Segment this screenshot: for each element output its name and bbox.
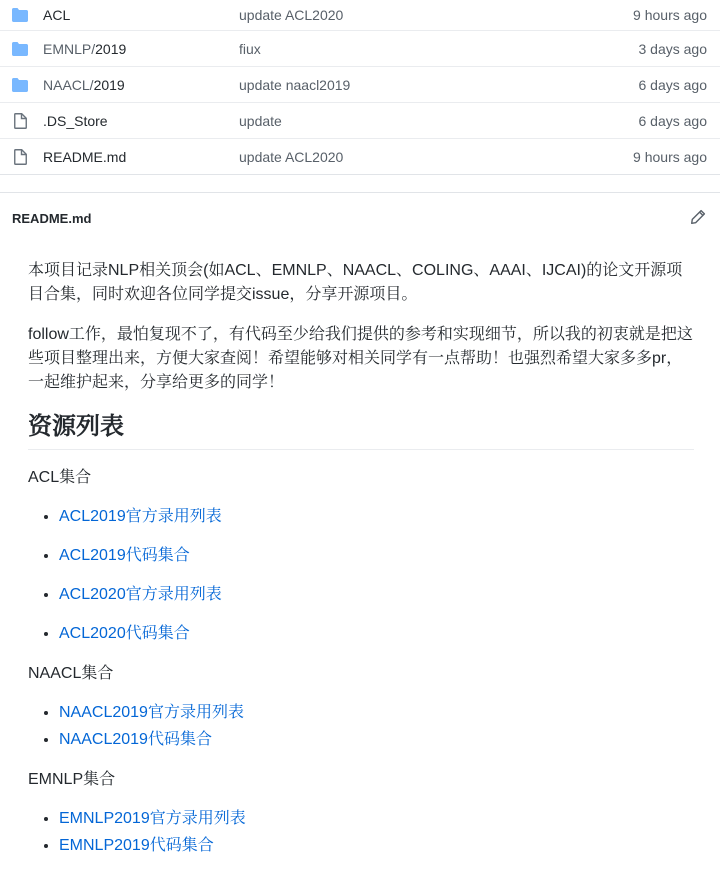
commit-age: 9 hours ago	[633, 7, 707, 23]
emnlp-link-list	[28, 807, 694, 858]
file-icon	[11, 148, 29, 166]
list-item	[59, 728, 694, 752]
list-item	[59, 701, 694, 725]
readme-content	[28, 259, 694, 874]
commit-message-link[interactable]: update naacl2019	[239, 76, 351, 93]
readme-intro-1: 本项目记录NLP相关顶会(如ACL、EMNLP、NAACL、COLING、AAAI、IJCAI)的论文开源项目合集，同时欢迎各位同学提交issue，分享开源项目。	[28, 262, 683, 303]
link-acl2019-code[interactable]: ACL2019代码集合	[59, 547, 190, 564]
readme-intro-2: follow工作，最怕复现不了，有代码至少给我们提供的参考和实现细节，所以我的初衷就是把这些项目整理出来，方便大家查阅！希望能够对相关同学有一点帮助！也强烈希望大家多多pr，一起维护起来，分享给更多的同学！	[28, 326, 693, 391]
link-acl2019-accepted[interactable]: ACL2019官方录用列表	[59, 508, 222, 525]
commit-age: 6 days ago	[638, 112, 707, 129]
file-name-link[interactable]: .DS_Store	[43, 112, 108, 129]
folder-icon	[11, 6, 29, 24]
naacl-link-list	[28, 701, 694, 752]
readme-title: README.md	[12, 211, 92, 226]
link-naacl2019-accepted[interactable]: NAACL2019官方录用列表	[59, 704, 244, 721]
commit-age: 6 days ago	[638, 76, 707, 93]
link-acl2020-accepted[interactable]: ACL2020官方录用列表	[59, 586, 222, 603]
commit-message-link[interactable]: update ACL2020	[239, 7, 344, 23]
file-row-naacl[interactable]	[0, 66, 720, 102]
file-name-link[interactable]: README.md	[43, 148, 127, 165]
list-item	[59, 834, 694, 858]
list-item	[59, 505, 694, 529]
section-label-emnlp: EMNLP集合	[28, 771, 116, 788]
section-label-naacl: NAACL集合	[28, 665, 114, 682]
commit-message-link[interactable]: update ACL2020	[239, 148, 344, 165]
file-name-link[interactable]: EMNLP/2019	[43, 40, 127, 57]
file-name-link[interactable]: ACL	[43, 7, 71, 23]
list-item	[59, 622, 694, 646]
link-naacl2019-code[interactable]: NAACL2019代码集合	[59, 731, 212, 748]
resources-heading: 资源列表	[28, 411, 694, 450]
file-icon	[11, 112, 29, 130]
file-list	[0, 0, 720, 175]
file-row-acl[interactable]	[0, 0, 720, 30]
commit-age: 3 days ago	[638, 40, 707, 57]
folder-icon	[11, 76, 29, 94]
commit-age: 9 hours ago	[633, 148, 707, 165]
folder-icon	[11, 40, 29, 58]
list-item	[59, 583, 694, 607]
acl-link-list	[28, 505, 694, 646]
list-item	[59, 807, 694, 831]
section-divider	[0, 175, 720, 193]
file-name-link[interactable]: NAACL/2019	[43, 76, 125, 93]
file-row-readme[interactable]	[0, 138, 720, 174]
file-row-emnlp[interactable]	[0, 30, 720, 66]
pencil-icon[interactable]	[690, 209, 708, 227]
link-emnlp2019-code[interactable]: EMNLP2019代码集合	[59, 837, 214, 854]
link-acl2020-code[interactable]: ACL2020代码集合	[59, 625, 190, 642]
section-label-acl: ACL集合	[28, 469, 92, 486]
readme-header	[0, 193, 720, 243]
file-row-ds-store[interactable]	[0, 102, 720, 138]
commit-message-link[interactable]: update	[239, 112, 282, 129]
commit-message-link[interactable]: fiux	[239, 40, 261, 57]
list-item	[59, 544, 694, 568]
link-emnlp2019-accepted[interactable]: EMNLP2019官方录用列表	[59, 810, 246, 827]
